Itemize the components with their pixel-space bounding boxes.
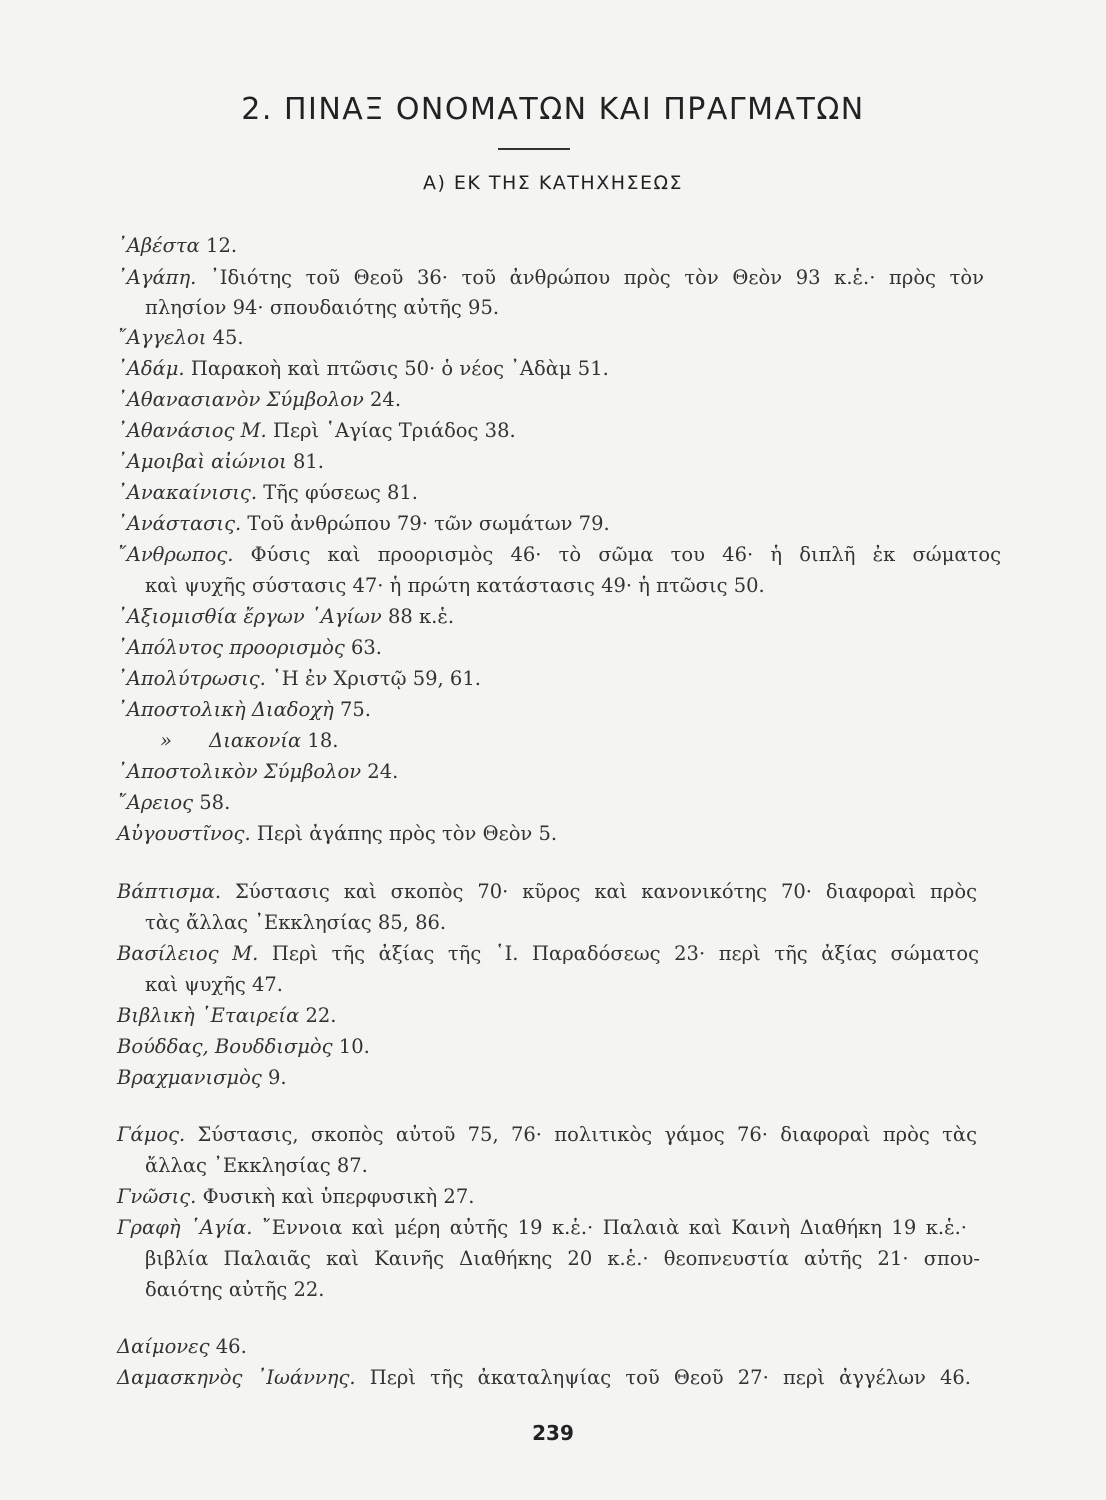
index-entry: Γνῶσις. Φυσικὴ καὶ ὑπερφυσικὴ 27. <box>117 1185 475 1208</box>
index-entry-continuation: βιβλία Παλαιᾶς καὶ Καινῆς Διαθήκης 20 κ.ἑ.· θεοπνευστία αὐτῆς 21· σπου- <box>145 1247 980 1270</box>
index-entry: » Διακονία 18. <box>160 729 339 752</box>
index-entry: ᾿Αθανασιανὸν Σύμβολον 24. <box>117 388 402 411</box>
index-entry: ᾿Αποστολικὴ Διαδοχὴ 75. <box>117 698 371 721</box>
index-entry: ᾿Αξιομισθία ἔργων ῾Αγίων 88 κ.ἑ. <box>117 605 455 628</box>
index-entry-continuation: καὶ ψυχῆς 47. <box>145 973 283 996</box>
section-subtitle: Α) ΕΚ ΤΗΣ ΚΑΤΗΧΗΣΕΩΣ <box>422 172 684 194</box>
index-entry-continuation: δαιότης αὐτῆς 22. <box>145 1278 325 1301</box>
index-entry: Βραχμανισμὸς 9. <box>117 1066 287 1089</box>
index-entry: ᾿Ανάστασις. Τοῦ ἀνθρώπου 79· τῶν σωμάτων 79. <box>117 512 610 535</box>
index-entry: ῎Ανθρωπος. Φύσις καὶ προορισμὸς 46· τὸ σῶμα του 46· ἡ διπλῆ ἐκ σώματος <box>117 543 1001 566</box>
index-entry: ᾿Αποστολικὸν Σύμβολον 24. <box>117 760 399 783</box>
page-title: 2. ΠΙΝΑΞ ΟΝΟΜΑΤΩΝ ΚΑΙ ΠΡΑΓΜΑΤΩΝ <box>241 92 865 127</box>
index-entry-continuation: ἄλλας ᾿Εκκλησίας 87. <box>145 1154 368 1177</box>
index-entry: ᾿Αμοιβαὶ αἰώνιοι 81. <box>117 450 324 473</box>
title-rule <box>498 148 570 150</box>
index-entry: ᾿Απόλυτος προορισμὸς 63. <box>117 636 382 659</box>
index-entry: Δαίμονες 46. <box>117 1335 247 1358</box>
index-entry: Βιβλικὴ ῾Εταιρεία 22. <box>117 1004 337 1027</box>
index-entry-continuation: καὶ ψυχῆς σύστασις 47· ἡ πρώτη κατάστασις 49· ἡ πτῶσις 50. <box>145 574 765 597</box>
index-entry-continuation: τὰς ἄλλας ᾿Εκκλησίας 85, 86. <box>145 911 447 934</box>
index-entry: Βάπτισμα. Σύστασις καὶ σκοπὸς 70· κῦρος καὶ κανονικότης 70· διαφοραὶ πρὸς <box>117 880 977 903</box>
page-number: 239 <box>532 1421 574 1445</box>
index-entry: ᾿Αγάπη. ᾿Ιδιότης τοῦ Θεοῦ 36· τοῦ ἀνθρώπου πρὸς τὸν Θεὸν 93 κ.ἑ.· πρὸς τὸν <box>117 266 984 289</box>
index-entry: Βούδδας, Βουδδισμὸς 10. <box>117 1035 370 1058</box>
index-entry: ῎Αγγελοι 45. <box>117 326 244 349</box>
index-entry: Δαμασκηνὸς ᾿Ιωάννης. Περὶ τῆς ἀκαταληψίας τοῦ Θεοῦ 27· περὶ ἀγγέλων 46. <box>117 1366 971 1389</box>
index-entry: ᾿Αδάμ. Παρακοὴ καὶ πτῶσις 50· ὁ νέος ᾿Αδὰμ 51. <box>117 357 609 380</box>
index-entry: ᾿Απολύτρωσις. ῾Η ἐν Χριστῷ 59, 61. <box>117 667 481 690</box>
index-entry: ᾿Αβέστα 12. <box>117 234 238 257</box>
index-entry: ᾿Αθανάσιος Μ. Περὶ ῾Αγίας Τριάδος 38. <box>117 419 516 442</box>
index-entry: Γραφὴ ῾Αγία. ῎Εννοια καὶ μέρη αὐτῆς 19 κ.ἑ.· Παλαιὰ καὶ Καινὴ Διαθήκη 19 κ.ἑ.· <box>117 1216 967 1239</box>
index-entry: ᾿Ανακαίνισις. Τῆς φύσεως 81. <box>117 481 419 504</box>
index-entry-continuation: πλησίον 94· σπουδαιότης αὐτῆς 95. <box>145 296 500 319</box>
index-entry: Αὐγουστῖνος. Περὶ ἀγάπης πρὸς τὸν Θεὸν 5. <box>117 822 558 845</box>
index-entry: Βασίλειος Μ. Περὶ τῆς ἀξίας τῆς ῾Ι. Παραδόσεως 23· περὶ τῆς ἀξίας σώματος <box>117 942 980 965</box>
index-entry: Γάμος. Σύστασις, σκοπὸς αὐτοῦ 75, 76· πολιτικὸς γάμος 76· διαφοραὶ πρὸς τὰς <box>117 1123 977 1146</box>
index-entry: ῎Αρειος 58. <box>117 791 231 814</box>
